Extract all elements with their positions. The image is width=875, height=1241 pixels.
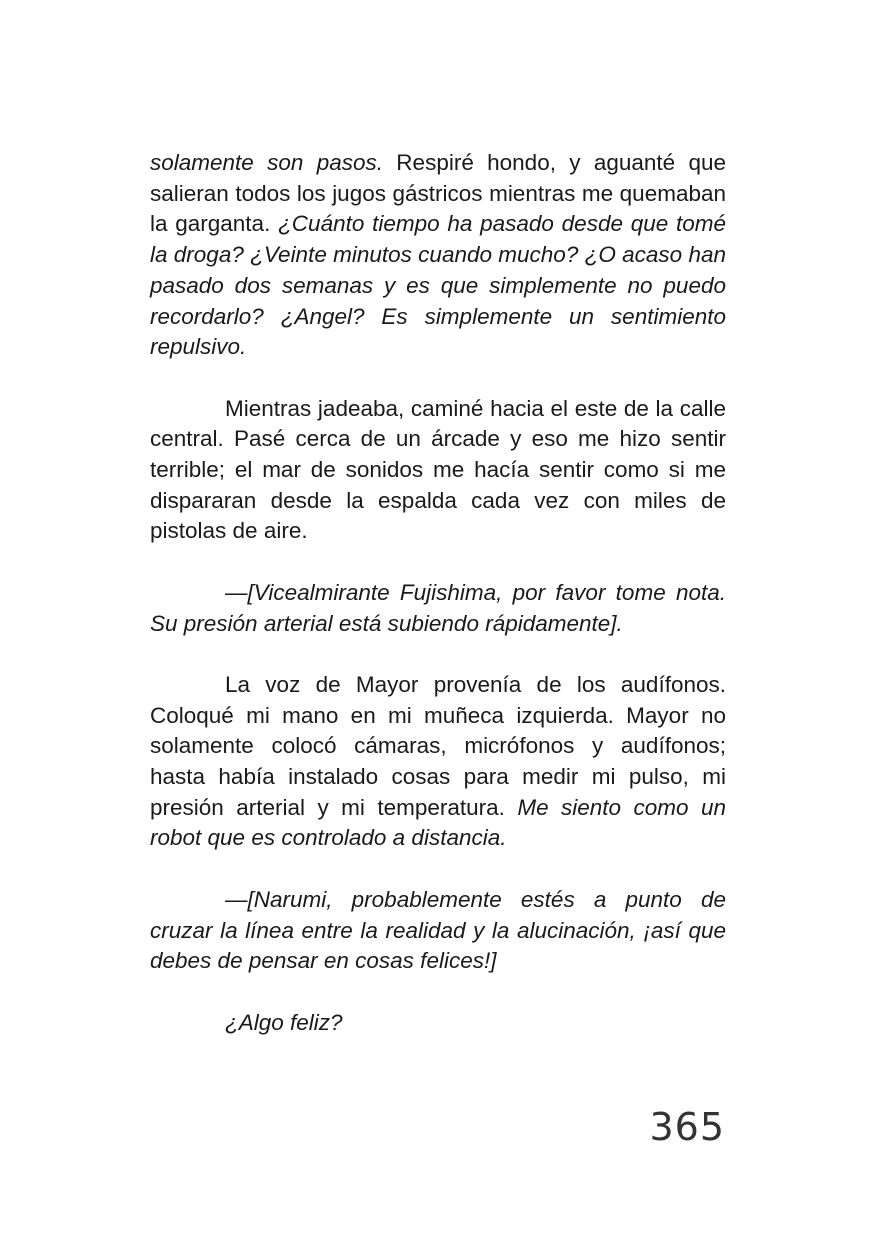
paragraph-1-span-2: Respiré hondo, y aguanté que salieran todos los jugos gástricos mientras me quemaban la garganta. bbox=[150, 150, 726, 237]
page-number: 365 bbox=[649, 1105, 725, 1149]
paragraph-3 bbox=[150, 578, 726, 639]
paragraph-5 bbox=[150, 885, 726, 977]
paragraph-1-span-1: solamente son pasos. bbox=[150, 150, 383, 175]
paragraph-5-span-1: —[Narumi, probablemente estés a punto de cruzar la línea entre la realidad y la alucinación, ¡así que debes de pensar en cosas felices!] bbox=[150, 886, 726, 974]
paragraph-6-span-1: ¿Algo feliz? bbox=[225, 1009, 343, 1035]
paragraph-4-span-2: Me siento como un robot que es controlado a distancia. bbox=[150, 794, 726, 851]
page-body bbox=[150, 148, 726, 1038]
paragraph-3-span-1: —[Vicealmirante Fujishima, por favor tome nota. Su presión arterial está subiendo rápidamente]. bbox=[150, 579, 726, 636]
paragraph-6 bbox=[150, 1008, 726, 1039]
paragraph-4-span-1: La voz de Mayor provenía de los audífonos. Coloqué mi mano en mi muñeca izquierda. Mayor no solamente colocó cámaras, micrófonos y audífonos; hasta había instalado cosas para medir mi pulso, mi presión arterial y mi temperatura. bbox=[150, 671, 726, 820]
paragraph-4 bbox=[150, 670, 726, 854]
paragraph-2 bbox=[150, 394, 726, 548]
paragraph-1-span-3: ¿Cuánto tiempo ha pasado desde que tomé la droga? ¿Veinte minutos cuando mucho? ¿O acaso han pasado dos semanas y es que simplemente no puedo recordarlo? ¿Angel? Es simplemente un sentimiento repulsivo. bbox=[150, 211, 727, 360]
paragraph-2-span-1: Mientras jadeaba, caminé hacia el este de la calle central. Pasé cerca de un árcade y eso me hizo sentir terrible; el mar de sonidos me hacía sentir como si me dispararan desde la espalda cada vez con miles de pistolas de aire. bbox=[150, 395, 726, 544]
paragraph-1 bbox=[150, 148, 726, 363]
